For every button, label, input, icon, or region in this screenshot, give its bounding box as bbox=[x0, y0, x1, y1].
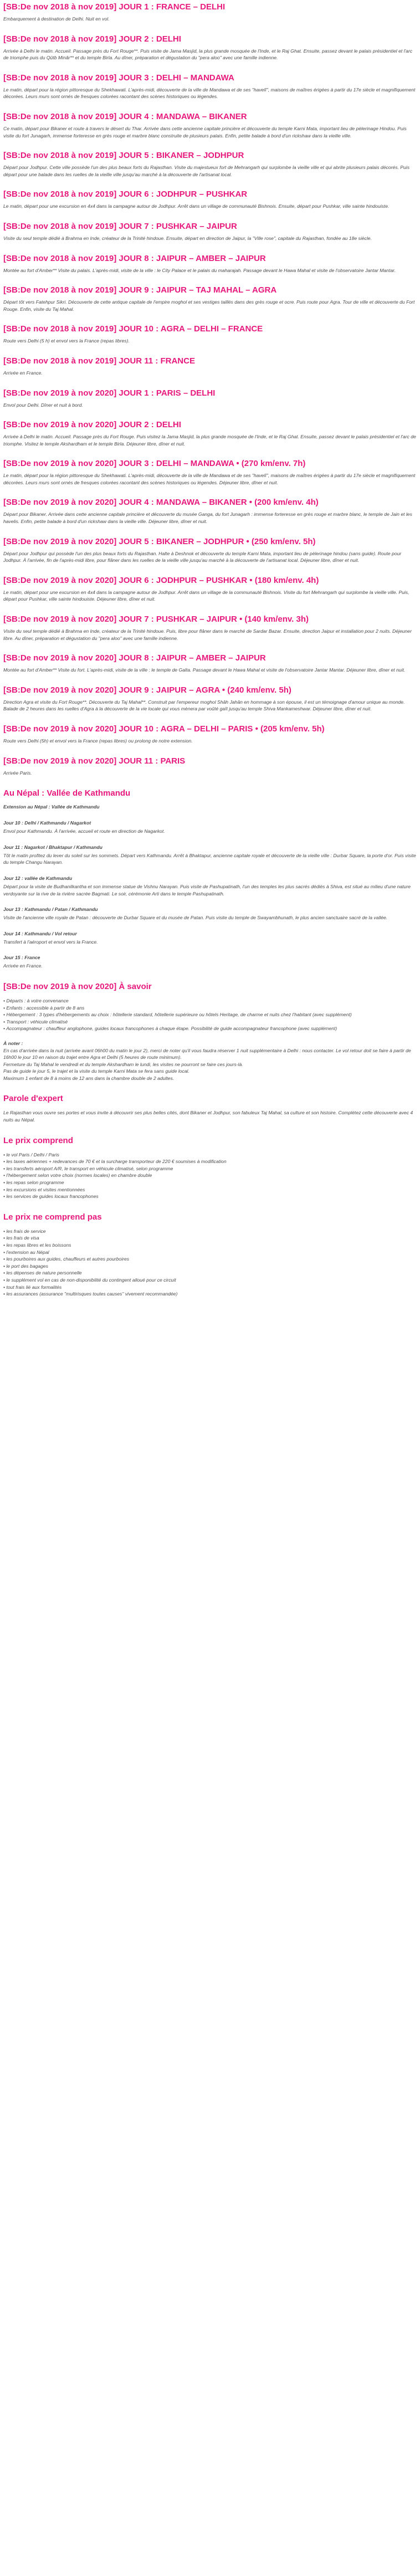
day-block bbox=[3, 756, 417, 777]
day-title: [SB:De nov 2019 à nov 2020] JOUR 5 : BIKANER – JODHPUR • (250 km/env. 5h) bbox=[3, 536, 316, 546]
day-block bbox=[3, 388, 417, 409]
day-block bbox=[3, 151, 417, 178]
day-title: [SB:De nov 2018 à nov 2019] JOUR 1 : FRANCE – DELHI bbox=[3, 2, 226, 12]
day-block bbox=[3, 285, 417, 313]
day-description: Montée au fort d'Amber** Visite du palais. L'après-midi, visite de la ville : le City Palace et le palais du maharajah. Passage devant le Hawa Mahal et visite de l'observatoire Jantar Mantar. bbox=[3, 267, 396, 273]
day-title: [SB:De nov 2019 à nov 2020] JOUR 11 : PARIS bbox=[3, 756, 186, 766]
day-description: Arrivée à Delhi le matin. Accueil. Passage près du Fort Rouge**. Puis visite de Jama Masjid, la plus grande mosquée de l'Inde, et le Raj Ghat. Ensuite, passez devant le palais présidentiel et l'arc de triomphe puis du Qûtb Minâr** et du temple Birla. Au dîner, préparation et dégustation du "pera aloo" avec une famille indienne. bbox=[3, 48, 413, 61]
day-title: [SB:De nov 2019 à nov 2020] JOUR 4 : MANDAWA – BIKANER • (200 km/env. 4h) bbox=[3, 498, 319, 508]
excluded-item: • le supplément vol en cas de non-disponibilité du contingent alloué pour ce circuit bbox=[3, 1277, 176, 1283]
day-description: Direction Agra et visite du Fort Rouge**. Découverte du Taj Mahal**. Construit par l'empereur moghol Shâh Jahân en hommage à son épouse, il est un témoignage d'amour unique au monde. Balade de 2 heures dans les ruelles d'Agra à la découverte de la vie locale qui vous mènera par voûté gaît jusqu'au temple Shiva Mankameshwar. Déjeuner libre, dîner et nuit. bbox=[3, 699, 405, 712]
day-title: [SB:De nov 2018 à nov 2019] JOUR 8 : JAIPUR – AMBER – JAIPUR bbox=[3, 253, 266, 263]
day-title: [SB:De nov 2018 à nov 2019] JOUR 7 : PUSHKAR – JAIPUR bbox=[3, 221, 237, 231]
day-description: Départ pour Bikaner. Arrivée dans cette ancienne capitale princière et découverte du musée Ganga, du fort Junagarh : immense forteresse en grès rouge et marbre blanc, le temple de Jain et les havelis. Enfin, petite balade à bord d'un rickshaw dans la vieille ville. Déjeuner libre, dîner et nuit. bbox=[3, 511, 412, 525]
included-item: • les excursions et visites mentionnées bbox=[3, 1186, 85, 1192]
day-description: Le matin, départ pour une excursion en 4x4 dans la campagne autour de Jodhpur. Arrêt dans un village de la communauté Bishnois. Visite du fort Mehrangarh qui surplombe la vieille ville. Puis, départ pour Pushkar, ville sainte hindouiste. Déjeuner libre, dîner et nuit. bbox=[3, 589, 409, 602]
included-section bbox=[3, 1136, 417, 1200]
day-description: Embarquement à destination de Delhi. Nuit en vol. bbox=[3, 16, 110, 22]
day-title: [SB:De nov 2019 à nov 2020] JOUR 9 : JAIPUR – AGRA • (240 km/env. 5h) bbox=[3, 685, 291, 695]
day-title: [SB:De nov 2018 à nov 2019] JOUR 6 : JODHPUR – PUSHKAR bbox=[3, 190, 248, 199]
nepal-day-title: Jour 14 : Kathmandu / Vol retour bbox=[3, 930, 77, 936]
day-title: [SB:De nov 2018 à nov 2019] JOUR 4 : MANDAWA – BIKANER bbox=[3, 111, 247, 121]
day-block bbox=[3, 2, 417, 23]
savoir-item: • Transport : véhicule climatisé bbox=[3, 1018, 68, 1025]
included-item: • les services de guides locaux francophones bbox=[3, 1194, 99, 1200]
nepal-day-title: Jour 10 : Delhi / Kathmandu / Nagarkot bbox=[3, 820, 91, 826]
day-title: [SB:De nov 2018 à nov 2019] JOUR 9 : JAIPUR – TAJ MAHAL – AGRA bbox=[3, 285, 277, 295]
day-title: [SB:De nov 2019 à nov 2020] JOUR 8 : JAIPUR – AMBER – JAIPUR bbox=[3, 653, 266, 663]
savoir-item: • Enfants : accessible à partir de 8 ans bbox=[3, 1005, 85, 1011]
day-title: [SB:De nov 2019 à nov 2020] JOUR 7 : PUSHKAR – JAIPUR • (140 km/env. 3h) bbox=[3, 614, 309, 624]
day-block bbox=[3, 324, 417, 345]
excluded-item: • le port des bagages bbox=[3, 1263, 48, 1269]
day-description: Départ pour Jodhpur qui possède l'un des plus beaux forts du Rajasthan. Halte à Deshnok et découverte du temple Karni Mata, important lieu de pèlerinage hindou (sans guide). Route pour Jodhpur. À l'arrivée, fin de l'après-midi libre, pour flâner dans les ruelles de la vieille ville jusqu'au marché à la découverte de l'artisanat local. Déjeuner libre, dîner et nuit. bbox=[3, 550, 402, 564]
nepal-day-description: Envol pour Kathmandu. À l'arrivée, accueil et route en direction de Nagarkot. bbox=[3, 828, 165, 834]
day-block bbox=[3, 653, 417, 674]
day-block bbox=[3, 498, 417, 525]
day-block bbox=[3, 685, 417, 713]
nepal-subtitle: Extension au Népal : Vallée de Kathmandu bbox=[3, 804, 100, 810]
day-description: Montée au fort d'Amber** Visite du fort. L'après-midi, visite de la ville : le temple de Galta. Passage devant le Hawa Mahal et visite de l'observatoire Jantar Mantar. Déjeuner libre, dîner et nuit. bbox=[3, 667, 406, 673]
excluded-title: Le prix ne comprend pas bbox=[3, 1212, 102, 1222]
savoir-item: • Départs : à votre convenance bbox=[3, 997, 69, 1003]
day-block bbox=[3, 254, 417, 274]
nepal-days bbox=[3, 820, 417, 970]
nepal-day-title: Jour 13 : Kathmandu / Patan / Kathmandu bbox=[3, 907, 98, 913]
day-block bbox=[3, 112, 417, 139]
nepal-day-block bbox=[3, 906, 417, 921]
nepal-day-description: Visite de l'ancienne ville royale de Patan : découverte de Durbar Square et du musée de Patan. Puis visite du temple de Swayambhunath, le plus ancien sanctuaire sacré de la vallée. bbox=[3, 915, 388, 921]
note-line: En cas d'arrivée dans la nuit (arrivée avant 06h00 du matin le jour 2), merci de noter qu'il vous faudra réserver 1 nuit supplémentaire à Delhi : nous contacter. Le vol retour doit se faire à partir de 16h00 le jour 10 en raison du trajet entre Agra et Delhi (5 heures de route minimum). bbox=[3, 1047, 411, 1061]
savoir-item: • Hébergement : 3 types d'hébergements au choix : hôtellerie standard, hôtellerie supérieure ou hôtels Heritage, de charme et nuits chez l'habitant (avec supplément) bbox=[3, 1012, 352, 1018]
day-block bbox=[3, 724, 417, 745]
day-title: [SB:De nov 2019 à nov 2020] JOUR 1 : PARIS – DELHI bbox=[3, 388, 216, 398]
nepal-day-block bbox=[3, 954, 417, 970]
note-lines bbox=[3, 1047, 417, 1082]
day-description: Ce matin, départ pour Bikaner et route à travers le désert du Thar. Arrivée dans cette ancienne capitale princière et découverte du temple Karni Mata, important lieu de pèlerinage Hindou. Puis visite du fort Junagarh, immense forteresse en grès rouge et marbre blanc construite de plusieurs palais. Enfin, petite balade à bord d'un rickshaw dans la vieille ville. bbox=[3, 125, 407, 139]
itinerary-2019 bbox=[3, 388, 417, 777]
itinerary-2018 bbox=[3, 2, 417, 377]
nepal-day-description: Départ pour la visite de Budhanilkantha et son immense statue de Vishnu Narayan. Puis visite de Pashupatinath, l'un des temples les plus sacrés dédiés à Shiva, est situé au milieu d'une nature verdoyante sur la rive de la rivière sacrée Bagmati. Le soir, cérémonie Arti dans le temple Pashupatinath. bbox=[3, 883, 411, 897]
day-description: Départ tôt vers Fatehpur Sikri. Découverte de cette antique capitale de l'empire moghol et ses vestiges taillés dans des grès rouge et ocre. Puis route pour Agra. Tour de ville et découverte du Fort Rouge. Enfin, visite du Taj Mahal. bbox=[3, 299, 415, 312]
included-item: • les repas selon programme bbox=[3, 1180, 64, 1186]
day-description: Envol pour Delhi. Dîner et nuit à bord. bbox=[3, 402, 83, 408]
included-title: Le prix comprend bbox=[3, 1135, 73, 1145]
excluded-item: • les pourboires aux guides, chauffeurs et autres pourboires bbox=[3, 1256, 130, 1262]
day-block bbox=[3, 34, 417, 62]
excluded-item: • les dépenses de nature personnelle bbox=[3, 1270, 82, 1276]
included-item: • les taxes aériennes + redevances de 70 € et la surcharge transporteur de 220 € soumises à modification bbox=[3, 1159, 227, 1165]
day-block bbox=[3, 222, 417, 242]
expert-section bbox=[3, 1094, 417, 1123]
nepal-day-title: Jour 15 : France bbox=[3, 955, 40, 961]
day-block bbox=[3, 420, 417, 447]
day-description: Visite du seul temple dédié à Brahma en Inde, créateur de la Trinité hindoue. Puis, libre pour flâner dans le marché de Sardar Bazar. Ensuite, direction Jaipur et installation pour 2 nuits. Déjeuner libre. Au dîner, préparation et dégustation du "pera aloo" avec une famille indienne. bbox=[3, 628, 412, 641]
day-description: Arrivée en France. bbox=[3, 370, 43, 376]
day-title: [SB:De nov 2019 à nov 2020] JOUR 10 : AGRA – DELHI – PARIS • (205 km/env. 5h) bbox=[3, 724, 325, 734]
day-block bbox=[3, 459, 417, 486]
included-list bbox=[3, 1151, 417, 1200]
day-title: [SB:De nov 2019 à nov 2020] JOUR 2 : DELHI bbox=[3, 420, 181, 430]
day-block bbox=[3, 576, 417, 603]
nepal-day-title: Jour 11 : Nagarkot / Bhaktapur / Kathmandu bbox=[3, 844, 103, 850]
day-description: Le matin, départ pour une excursion en 4x4 dans la campagne autour de Jodhpur. Arrêt dans un village de communauté Bishnois. Ensuite, départ pour Pushkar, ville sainte hindouiste. bbox=[3, 203, 390, 209]
included-item: • les transferts aéroport A/R, le transport en véhicule climatisé, selon programme bbox=[3, 1165, 173, 1171]
nepal-day-description: Tôt le matin profitez du lever du soleil sur les sommets. Départ vers Kathmandu. Arrêt à Bhaktapur, ancienne capitale royale et découverte de la vieille ville : Durbar Square, la porte d'or. Puis visite du temple Changu Narayan. bbox=[3, 852, 416, 866]
savoir-title: [SB:De nov 2019 à nov 2020] À savoir bbox=[3, 981, 152, 991]
day-description: Arrivée à Delhi le matin. Accueil. Passage près du Fort Rouge. Puis visitez la Jama Masjid, la plus grande mosquée de l'Inde, et le Raj Ghat. Ensuite, passez devant le palais présidentiel et l'arc de triomphe. Visitez le temple Akshardham et le temple Birla. Déjeuner libre, dîner et nuit. bbox=[3, 434, 416, 447]
nepal-day-description: Arrivée en France. bbox=[3, 963, 43, 969]
day-title: [SB:De nov 2019 à nov 2020] JOUR 6 : JODHPUR – PUSHKAR • (180 km/env. 4h) bbox=[3, 575, 319, 585]
note-line: Fermeture du Taj Mahal le vendredi et du temple Akshardham le lundi, les visites ne pourront se faire ces jours-là. bbox=[3, 1061, 243, 1067]
day-block bbox=[3, 356, 417, 377]
day-title: [SB:De nov 2018 à nov 2019] JOUR 2 : DELHI bbox=[3, 34, 181, 44]
day-block bbox=[3, 537, 417, 564]
nepal-day-block bbox=[3, 820, 417, 835]
excluded-item: • les assurances (assurance "multirisques toutes causes" vivement recommandée) bbox=[3, 1291, 178, 1297]
day-description: Arrivée Paris. bbox=[3, 770, 32, 776]
note-heading: À noter : bbox=[3, 1040, 23, 1046]
day-title: [SB:De nov 2018 à nov 2019] JOUR 5 : BIKANER – JODHPUR bbox=[3, 151, 244, 161]
included-item: • le vol Paris / Delhi / Paris bbox=[3, 1151, 59, 1158]
nepal-day-block bbox=[3, 930, 417, 946]
day-title: [SB:De nov 2018 à nov 2019] JOUR 11 : FRANCE bbox=[3, 356, 195, 366]
day-description: Le matin, départ pour la région pittoresque du Shekhawati. L'après-midi, découverte de la ville de Mandawa et de ses "havelî", maisons de maîtres érigées à partir du 17e siècle et magnifiquement décorées. Leurs murs sont ornés de fresques colorées racontant des scènes historiques ou légendes. Déjeuner libre, dîner et nuit. bbox=[3, 473, 416, 485]
day-description: Route vers Delhi (5 h) et envol vers la France (repas libres). bbox=[3, 338, 130, 344]
excluded-item: • l'extension au Népal bbox=[3, 1249, 49, 1255]
excluded-item: • les repas libres et les boissons bbox=[3, 1242, 71, 1248]
day-description: Départ pour Jodhpur. Cette ville possède l'un des plus beaux forts du Rajasthan. Visite du majestueux fort de Mehrangarh qui surplombe la vieille ville et qui abrite plusieurs palais décorés. Puis départ pour une balade dans les ruelles de la vieille ville jusqu'au marché à la découverte de l'artisanat local. bbox=[3, 165, 409, 177]
savoir-section bbox=[3, 982, 417, 1082]
savoir-list bbox=[3, 997, 417, 1032]
nepal-extension bbox=[3, 788, 417, 970]
day-description: Route vers Delhi (5h) et envol vers la France (repas libres) ou prolong de notre extension. bbox=[3, 738, 193, 744]
excluded-section bbox=[3, 1212, 417, 1298]
included-item: • l'hébergement selon votre choix (normes locales) en chambre double bbox=[3, 1172, 152, 1179]
excluded-item: • les frais de service bbox=[3, 1228, 46, 1234]
note-line: Pas de guide le jour 5, le trajet et la visite du temple Karni Mata se fera sans guide local. bbox=[3, 1068, 189, 1074]
day-title: [SB:De nov 2018 à nov 2019] JOUR 3 : DELHI – MANDAWA bbox=[3, 73, 234, 83]
savoir-item: • Accompagnateur : chauffeur anglophone, guides locaux francophones à chaque étape. Possibilité de guide accompagnateur francophone (avec supplément) bbox=[3, 1026, 337, 1032]
day-block bbox=[3, 614, 417, 642]
expert-text: Le Rajasthan vous ouvre ses portes et vous invite à découvrir ses plus belles cités, dont Bikaner et Jodhpur, son fabuleux Taj Mahal, sa culture et son histoire. Complétez cette découverte avec 4 nuits au Népal. bbox=[3, 1110, 413, 1123]
expert-title: Parole d'expert bbox=[3, 1094, 63, 1104]
day-block bbox=[3, 190, 417, 210]
excluded-list bbox=[3, 1228, 417, 1298]
nepal-day-block bbox=[3, 844, 417, 866]
excluded-item: • les frais de visa bbox=[3, 1235, 39, 1241]
day-title: [SB:De nov 2018 à nov 2019] JOUR 10 : AGRA – DELHI – FRANCE bbox=[3, 324, 263, 334]
day-title: [SB:De nov 2019 à nov 2020] JOUR 3 : DELHI – MANDAWA • (270 km/env. 7h) bbox=[3, 459, 306, 469]
nepal-title: Au Népal : Vallée de Kathmandu bbox=[3, 788, 131, 798]
nepal-day-block bbox=[3, 875, 417, 897]
note-line: Maximum 1 enfant de 8 à moins de 12 ans dans la chambre double de 2 adultes. bbox=[3, 1075, 175, 1081]
nepal-day-description: Transfert à l'aéroport et envol vers la France. bbox=[3, 939, 98, 945]
excluded-item: • tout frais lié aux formalités bbox=[3, 1284, 62, 1290]
nepal-day-title: Jour 12 : vallée de Kathmandu bbox=[3, 875, 73, 881]
day-block bbox=[3, 73, 417, 100]
day-description: Le matin, départ pour la région pittoresque du Shekhawati. L'après-midi, découverte de la ville de Mandawa et de ses "havelî", maisons de maîtres érigées à partir du 17e siècle et magnifiquement décorées. Leurs murs sont ornés de fresques colorées racontant des scènes historiques ou légendes. bbox=[3, 86, 416, 100]
day-description: Visite du seul temple dédié à Brahma en Inde, créateur de la Trinité hindoue. Ensuite, départ en direction de Jaipur, la "Ville rose", capitale du Rajasthan, fondée au 18e siècle. bbox=[3, 235, 372, 241]
